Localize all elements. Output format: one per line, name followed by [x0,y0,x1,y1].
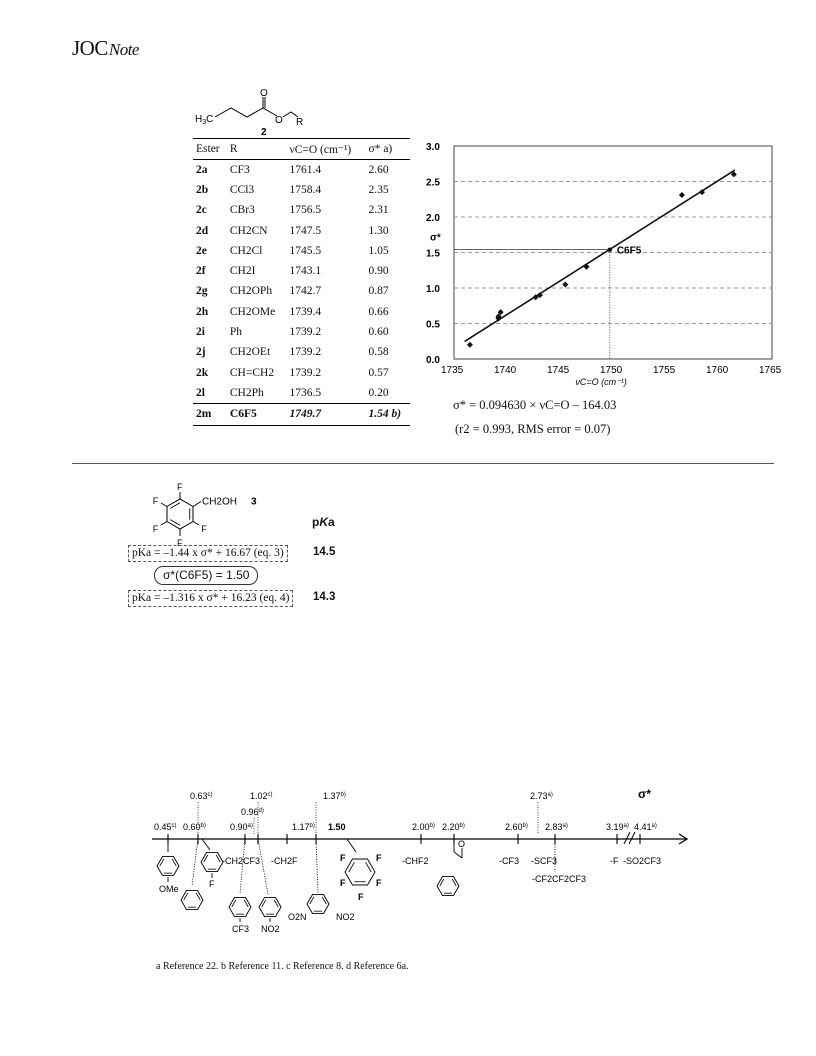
table-row [193,342,410,362]
table-cell-sigma: 0.87 [368,285,389,298]
table-cell-r: CH2OMe [229,305,276,318]
table-cell-ester: 2b [196,183,209,196]
table-cell-r: CH2CN [229,224,268,237]
bond-line [202,839,210,850]
phenyl-ring [181,890,203,909]
x-tick-label: 1765 [759,365,782,376]
table-cell-r: CH=CH2 [229,366,275,379]
f-bond [193,522,199,526]
bond-line [192,839,198,886]
highlight-label: C6F5 [616,245,642,257]
f-bond [161,522,167,526]
col-header-nu: νC=O (cm⁻¹) [287,139,366,160]
col-header-ester: Ester [193,139,227,160]
table-cell-ester: 2m [193,403,227,425]
sigma-c6f5-box: σ*(C6F5) = 1.50 [154,566,258,585]
data-point [562,281,568,287]
ester-table [193,138,410,426]
data-point [679,192,685,198]
ester-h3c-label: $H_3C$ [195,114,214,126]
substituent-label: -SCF3 [531,856,558,866]
y-tick-label: 1.5 [426,248,440,260]
ch2oh-label: CH2OH [201,496,238,508]
table-cell-sigma: 0.20 [368,386,389,399]
table-cell-sigma: 2.60 [368,163,389,176]
table-cell-r: CCl3 [229,183,255,196]
x-tick-label: 1740 [494,365,517,376]
section-divider [72,463,774,464]
table-cell-ester: 2h [196,305,209,318]
table-cell-sigma: 1.30 [368,224,389,237]
table-cell-ester: 2c [196,204,207,217]
pentafluorophenyl-ring [345,859,375,885]
table-cell-r: CH2Ph [229,386,264,399]
sigma-value-label: 2.00$^{b)}$ [412,822,435,832]
table-cell-nu: 1742.7 [289,285,322,298]
y-tick-label: 0.5 [426,319,440,331]
regression-line [465,170,735,341]
x-tick-label: 1750 [600,365,623,376]
substituent-label: -CF2CF2CF3 [532,874,587,884]
pka-value-4: 14.3 [313,591,336,603]
sigma-value-label: 1.37$^{b)}$ [323,791,346,801]
pentafluorobenzyl-alcohol-structure [140,478,280,548]
sigma-value-label: 2.60$^{b)}$ [505,822,528,832]
table-cell-r: CH2I [229,265,256,278]
table-cell-r: CH2Cl [229,244,263,257]
table-row [193,200,410,220]
table-cell-nu: 1756.5 [289,204,322,217]
axis-break [629,832,635,844]
sigma-value-label: 3.19$^{a)}$ [606,822,629,832]
table-cell-ester: 2a [196,163,208,176]
methoxyphenyl-ring [157,856,179,875]
sigma-value-label: 4.41$^{a)}$ [634,822,657,832]
sigma-value-label: 0.60$^{b)}$ [183,822,206,832]
table-cell-nu: 1758.4 [289,183,322,196]
table-cell-sigma: 0.58 [368,346,389,359]
table-row [193,241,410,261]
table-row [193,261,410,281]
y-axis-label: σ* [430,232,441,244]
y-tick-label: 0.0 [426,355,440,366]
regression-equation: σ* = 0.094630 × νC=O – 164.03 [453,398,617,412]
fluorine-label: F [152,496,159,506]
table-cell-r: C6F5 [227,403,287,425]
y-tick-label: 3.0 [426,142,440,153]
fluorine-label: F [177,538,183,548]
o-label: O [458,839,466,849]
sigma-value-label: 2.83$^{a)}$ [545,822,568,832]
table-cell-ester: 2g [196,285,208,298]
alcohol-compound-number: 3 [250,496,257,508]
substituent-label: -CF3 [499,856,519,866]
o2n-label: O2N [288,912,307,922]
ch2oh-bond [193,502,201,507]
cf3-sub-label: CF3 [232,924,250,934]
x-tick-label: 1745 [547,365,570,376]
nitrophenyl-ring [259,897,281,916]
fluorine-label: F [358,892,364,902]
table-cell-sigma: 1.54 b) [366,403,411,425]
y-tick-label: 1.0 [426,284,440,295]
table-header-row [193,139,410,160]
fluorine-label: F [376,878,382,888]
x-tick-label: 1735 [441,365,464,376]
table-cell-ester: 2f [196,265,206,278]
plot-frame [454,146,772,359]
table-cell-ester: 2k [196,366,209,379]
table-cell-nu: 1736.5 [289,386,322,399]
journal-name: JOC [72,36,108,60]
no2-label: NO2 [336,912,355,922]
fluorine-label: F [201,524,207,534]
table-cell-nu: 1739.4 [289,305,322,318]
f-sub-label: F [209,879,215,889]
table-cell-nu: 1739.2 [289,326,322,339]
y-tick-label: 2.5 [426,177,440,189]
ester-compound-number: 2 [261,127,267,138]
table-cell-nu: 1745.5 [289,244,322,257]
bond-line [347,839,356,852]
table-cell-sigma: 0.60 [368,326,389,339]
ome-label: OMe [159,884,179,894]
y-tick-label: 2.0 [426,213,440,224]
sigma-value-label: 2.73$^{a)}$ [530,791,553,801]
table-row [193,322,410,342]
table-body [193,160,410,426]
bond-line [316,839,318,894]
fluorophenyl-ring [201,852,223,871]
table-cell-ester: 2i [196,326,205,339]
scale-title: σ* [638,787,651,801]
bond-line [240,839,245,894]
col-header-sigma: σ* a) [366,139,411,160]
no2-label: NO2 [261,924,280,934]
sigma-value-label: 0.45$^{c)}$ [154,822,177,832]
ester-r-label: R [296,117,304,128]
table-row [193,281,410,301]
x-tick-label: 1760 [706,365,729,376]
sigma-value-label: 0.96$^{d)}$ [241,807,264,817]
table-cell-nu: 1761.4 [289,163,322,176]
table-cell-nu: 1739.2 [289,346,322,359]
table-cell-sigma: 0.57 [368,366,389,379]
table-cell-ester: 2d [196,224,209,237]
substituent-label: -SO2CF3 [623,856,662,866]
table-cell-ester: 2l [196,386,205,399]
table-cell-r: CBr3 [229,204,255,217]
table-cell-r: CF3 [229,163,250,176]
table-row [193,180,410,200]
table-cell-r: CH2OPh [229,285,273,298]
table-row [193,403,410,425]
bond-line [258,839,268,894]
pka-equation-3: pKa = –1.44 x σ* + 16.67 (eq. 3) [128,545,288,562]
sigma-value-label: 2.20$^{b)}$ [442,822,465,832]
sigma-value-label: 1.02$^{c)}$ [250,791,273,801]
table-cell-sigma: 1.05 [368,244,389,257]
highlight-point [608,247,612,251]
table-cell-nu: 1743.1 [289,265,322,278]
sigma-value-label: 1.50 [328,822,346,832]
journal-header [72,36,139,61]
sigma-scale-figure [140,782,700,952]
substituent-label: -CH2F [271,856,298,866]
fluorine-label: F [340,878,346,888]
col-header-r: R [227,139,287,160]
fluorine-label: F [177,482,183,492]
bond-line [454,852,462,858]
journal-section: Note [108,40,139,59]
footnote: a Reference 22. b Reference 11. c Reference 8. d Reference 6a. [156,961,409,972]
sigma-value-label: 0.63$^{c)}$ [190,791,213,801]
table-row [193,383,410,403]
table-cell-ester: 2j [196,346,206,359]
ester-bonds [215,108,277,117]
dinitrophenyl-ring [307,894,329,913]
carbonyl-o-label: O [260,88,268,99]
substituent-label: -CH2CF3 [222,856,261,866]
table-cell-sigma: 2.35 [368,183,389,196]
table-cell-r: Ph [229,326,243,339]
benzoyl-ring [437,876,459,895]
data-point [467,342,473,348]
table-cell-nu: 1739.2 [289,366,322,379]
ester-structure [195,90,305,138]
table-row [193,160,410,180]
pka-value-3: 14.5 [313,546,336,558]
x-tick-label: 1755 [653,365,676,376]
fluorine-label: F [152,524,159,534]
table-cell-sigma: 0.66 [368,305,389,318]
pka-header: pKa [312,515,335,529]
table-cell-r: CH2OEt [229,346,271,359]
substituent-label: -CHF2 [402,856,429,866]
table-cell-sigma: 2.31 [368,204,389,217]
regression-stats: (r2 = 0.993, RMS error = 0.07) [455,422,611,436]
sigma-nu-plot [414,140,782,395]
table-cell-sigma: 0.90 [368,265,389,278]
ester-o-label: O [275,115,283,126]
fluorine-label: F [376,853,382,863]
cf3-phenyl-ring [229,897,251,916]
fluorine-label: F [340,853,346,863]
table-cell-ester: 2e [196,244,207,257]
table-cell-nu: 1749.7 [287,403,366,425]
axis-break [624,832,630,844]
table-row [193,220,410,240]
sigma-value-label: 0.90$^{a)}$ [230,822,253,832]
substituent-label: -F [610,856,619,866]
sigma-value-label: 1.17$^{b)}$ [292,822,315,832]
f-bond [161,503,167,507]
table-row [193,302,410,322]
x-axis-label: νC=O (cm⁻¹) [575,377,627,387]
benzene-ring [167,499,193,529]
pka-equation-4: pKa = –1.316 x σ* + 16.23 (eq. 4) [128,590,293,607]
table-cell-nu: 1747.5 [289,224,322,237]
table-row [193,362,410,382]
